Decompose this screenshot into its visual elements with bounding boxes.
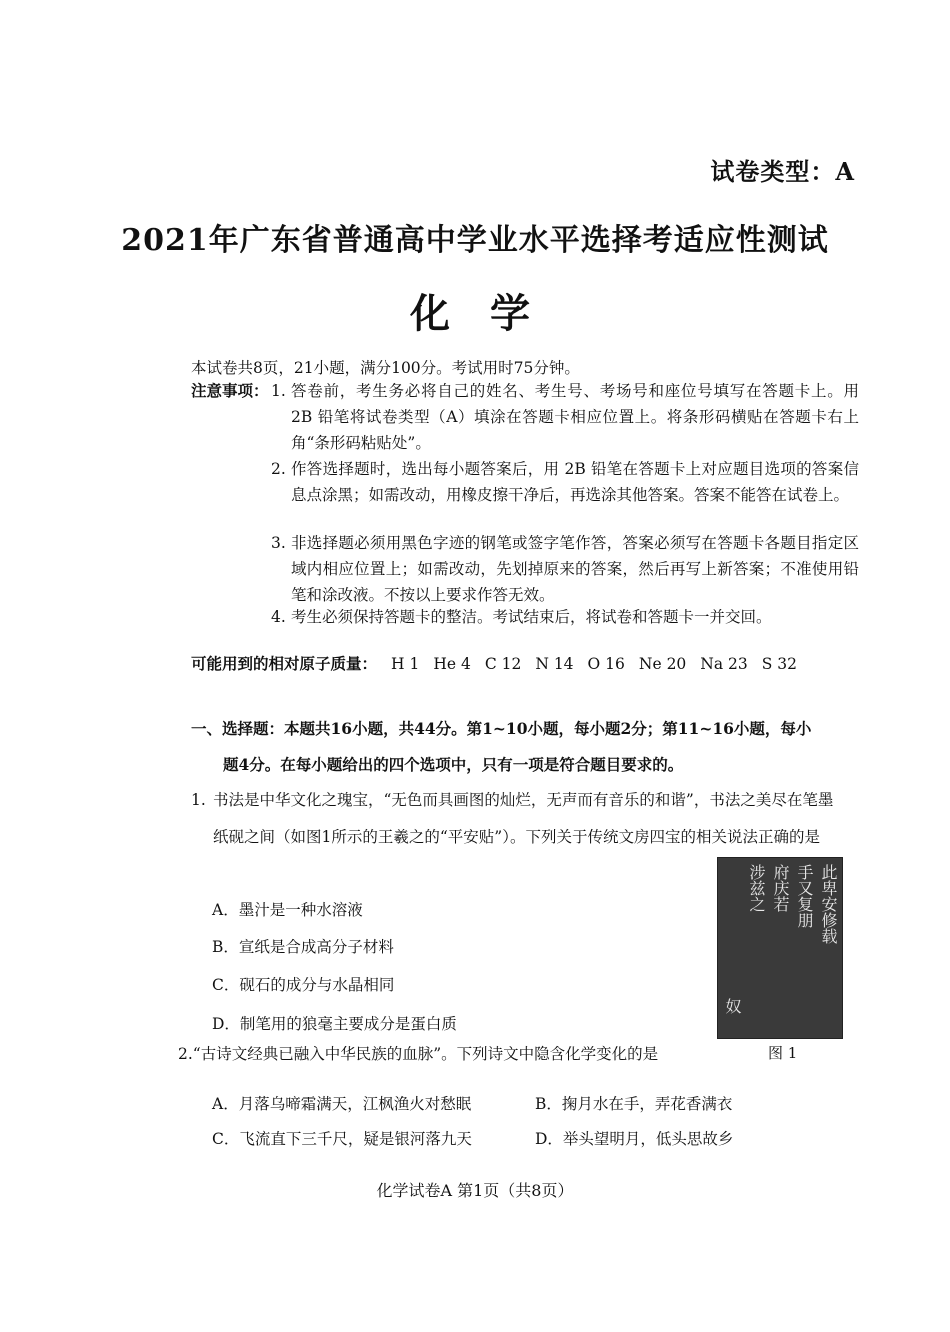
calligraphy-column: 奴 bbox=[723, 998, 742, 1014]
calligraphy-column: 府庆若 bbox=[771, 864, 790, 912]
notice-item-number: 2. bbox=[271, 460, 286, 478]
calligraphy-column: 手又复朋 bbox=[795, 864, 814, 928]
atomic-mass-item: O 16 bbox=[587, 655, 625, 673]
calligraphy-figure-image bbox=[717, 857, 843, 1039]
notice-item bbox=[271, 530, 859, 608]
calligraphy-column: 涉兹之 bbox=[747, 864, 766, 912]
question-2-option-c: C．飞流直下三千尺，疑是银河落九天 bbox=[212, 1130, 472, 1148]
atomic-mass-item: Ne 20 bbox=[638, 655, 687, 673]
question-1-option-c: C．砚石的成分与水晶相同 bbox=[212, 976, 395, 994]
question-2-option-d: D．举头望明月，低头思故乡 bbox=[535, 1130, 734, 1148]
atomic-mass-item: He 4 bbox=[433, 655, 471, 673]
notice-item-text: 非选择题必须用黑色字迹的钢笔或签字笔作答，答案必须写在答题卡各题目指定区域内相应位置上；如需改动，先划掉原来的答案，然后再写上新答案；不准使用铅笔和涂改液。不按以上要求作答无效。 bbox=[291, 534, 859, 604]
atomic-mass-item: Na 23 bbox=[700, 655, 748, 673]
subject-title: 化学 bbox=[410, 290, 570, 337]
notice-item-number: 4. bbox=[271, 608, 286, 626]
atomic-mass-item: N 14 bbox=[535, 655, 574, 673]
notice-item-text: 作答选择题时，选出每小题答案后，用 2B 铅笔在答题卡上对应题目选项的答案信息点涂黑；如需改动，用橡皮擦干净后，再选涂其他答案。答案不能答在试卷上。 bbox=[291, 460, 859, 504]
question-1-option-b: B．宣纸是合成高分子材料 bbox=[212, 938, 394, 956]
section-heading-line: 一、选择题：本题共16小题，共44分。第1~10小题，每小题2分；第11~16小题，每小 bbox=[191, 719, 812, 738]
notice-item-number: 3. bbox=[271, 534, 286, 552]
notice-label: 注意事项： bbox=[191, 381, 269, 400]
page-footer: 化学试卷A 第1页（共8页） bbox=[376, 1181, 574, 1200]
notice-item bbox=[271, 604, 859, 630]
section-heading bbox=[191, 711, 856, 783]
calligraphy-column: 此卑安修载 bbox=[819, 864, 838, 944]
question-2-option-a: A．月落乌啼霜满天，江枫渔火对愁眠 bbox=[212, 1095, 472, 1113]
exam-intro: 本试卷共8页，21小题，满分100分。考试用时75分钟。 bbox=[191, 359, 580, 377]
atomic-mass-item: C 12 bbox=[484, 655, 522, 673]
question-number: 1. bbox=[191, 791, 206, 809]
question-1 bbox=[191, 782, 856, 856]
notice-item bbox=[271, 456, 859, 508]
notice-item-number: 1. bbox=[271, 382, 286, 400]
section-heading-line: 题4分。在每小题给出的四个选项中，只有一项是符合题目要求的。 bbox=[223, 755, 684, 774]
figure-caption: 图 1 bbox=[768, 1044, 798, 1062]
exam-type-label: 试卷类型：A bbox=[710, 157, 855, 186]
atomic-masses-label: 可能用到的相对原子质量： bbox=[191, 655, 378, 673]
atomic-mass-item: S 32 bbox=[761, 655, 798, 673]
question-2-option-b: B．掬月水在手，弄花香满衣 bbox=[535, 1095, 733, 1113]
question-1-option-d: D．制笔用的狼毫主要成分是蛋白质 bbox=[212, 1015, 457, 1033]
question-2-text: 2.“古诗文经典已融入中华民族的血脉”。下列诗文中隐含化学变化的是 bbox=[178, 1045, 659, 1063]
notice-item bbox=[271, 378, 859, 456]
atomic-masses bbox=[191, 652, 797, 674]
atomic-mass-item: H 1 bbox=[391, 655, 420, 673]
question-text: 书法是中华文化之瑰宝，“无色而具画图的灿烂，无声而有音乐的和谐”，书法之美尽在笔墨纸砚之间（如图1所示的王羲之的“平安贴”）。下列关于传统文房四宝的相关说法正确的是 bbox=[213, 791, 834, 846]
notice-item-text: 答卷前，考生务必将自己的姓名、考生号、考场号和座位号填写在答题卡上。用 2B 铅笔将试卷类型（A）填涂在答题卡相应位置上。将条形码横贴在答题卡右上角“条形码粘贴处”。 bbox=[291, 382, 859, 452]
question-1-option-a: A．墨汁是一种水溶液 bbox=[212, 901, 363, 919]
exam-title: 2021年广东省普通高中学业水平选择考适应性测试 bbox=[121, 223, 829, 258]
notice-item-text: 考生必须保持答题卡的整洁。考试结束后，将试卷和答题卡一并交回。 bbox=[291, 608, 772, 626]
